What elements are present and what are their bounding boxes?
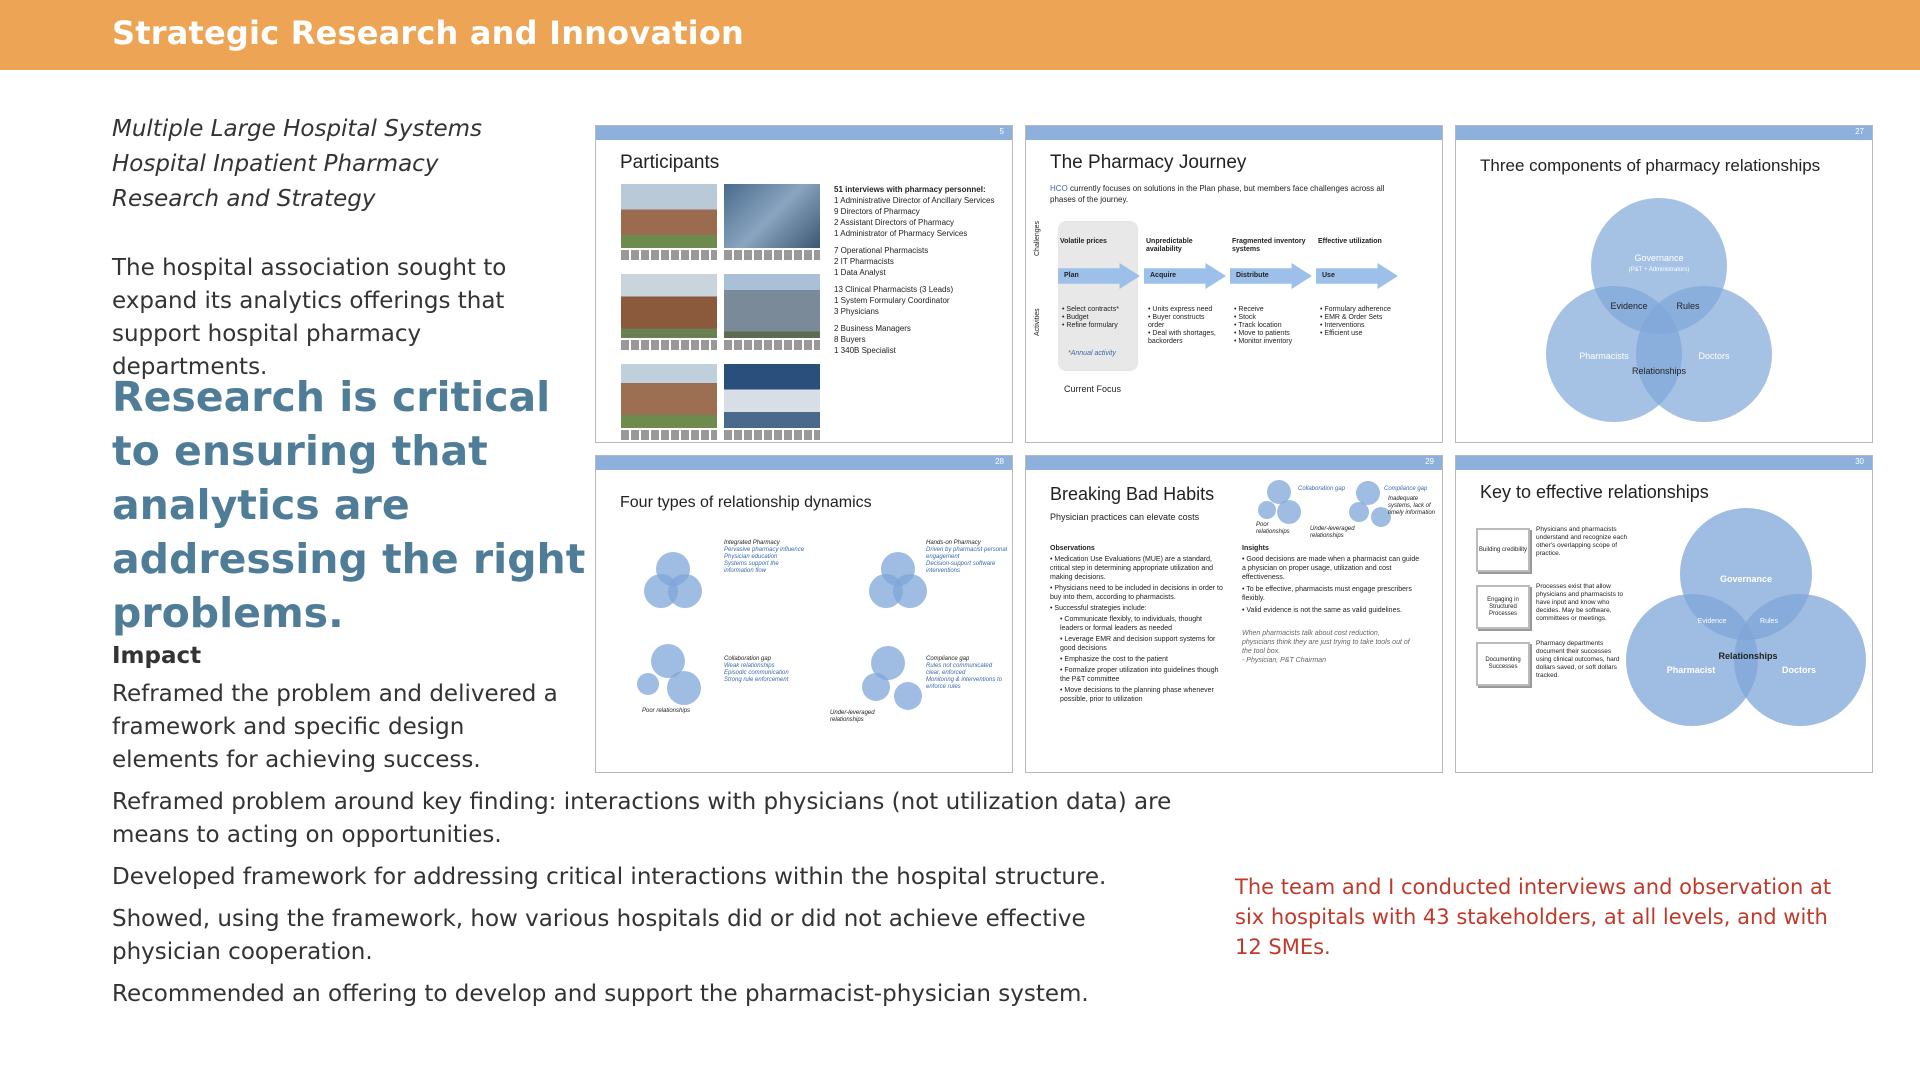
- activity-list: [1148, 306, 1220, 346]
- under-label: Under-leveraged relationships: [1310, 526, 1355, 539]
- insight-item: • Valid evidence is not the same as valid guidelines.: [1242, 607, 1402, 614]
- row-label-challenges: Challenges: [1034, 220, 1041, 256]
- label-rules: Rules: [1760, 618, 1778, 625]
- photo-caption: [724, 250, 820, 260]
- journey-subtitle: [1050, 183, 1410, 205]
- journey-subtitle-text: currently focuses on solutions in the Plan phase, but members face challenges across all phases of the journey.: [1050, 184, 1385, 204]
- gap-circle: [1258, 501, 1276, 519]
- slide-title: Breaking Bad Habits: [1050, 484, 1215, 504]
- slide-title: Key to effective relationships: [1480, 482, 1709, 502]
- relationship-dynamics-diagram: [596, 456, 1012, 772]
- activity-item: • Units express need: [1148, 306, 1213, 313]
- quadrant-note: [926, 656, 1012, 691]
- quadrant-detail: Systems support the information flow: [724, 561, 779, 574]
- activity-item: • Track location: [1234, 322, 1282, 329]
- label-doctors: Doctors: [1781, 665, 1817, 675]
- slide-number: 30: [1855, 457, 1864, 466]
- quadrant-circle: [668, 574, 702, 608]
- label-governance-sub: (P&T + Administrators): [1628, 267, 1690, 273]
- research-callout: The team and I conducted interviews and observation at six hospitals with 43 stakeholders, at all levels, and with 12 SMEs.: [1235, 875, 1832, 959]
- label-pharmacist: Pharmacist: [1666, 665, 1716, 675]
- quadrant-circle: [667, 671, 701, 705]
- annual-note: *Annual activity: [1068, 350, 1116, 357]
- context-line: Multiple Large Hospital Systems: [112, 116, 482, 142]
- quadrant-detail: Pervasive pharmacy influence: [724, 547, 805, 553]
- insights-label: Insights: [1242, 545, 1269, 552]
- quadrant-title: Compliance gap: [926, 656, 970, 662]
- activity-item: • Formulary adherence: [1320, 306, 1391, 313]
- compliance-gap-label: Compliance gap: [1384, 486, 1428, 492]
- hospital-photo-4: [724, 274, 820, 338]
- label-doctors: Doctors: [1698, 351, 1730, 361]
- venn-diagram-three: [1456, 126, 1872, 442]
- hospital-photo-6: [724, 364, 820, 428]
- participants-heading: 51 interviews with pharmacy personnel:: [834, 185, 986, 194]
- collab-gap-label: Collaboration gap: [1298, 486, 1346, 492]
- quadrant-detail: Episodic communication: [724, 670, 789, 676]
- participant-line: 2 IT Pharmacists: [834, 257, 894, 266]
- quadrant-detail: Weak relationships: [724, 663, 775, 669]
- activity-item: • Move to patients: [1234, 330, 1290, 337]
- strategy-item: • Communicate flexibly, to individuals, thought leaders or formal leaders as needed: [1060, 616, 1203, 632]
- observations-column: [1050, 544, 1225, 706]
- strategies-list: [1050, 615, 1225, 704]
- quadrant-title: Collaboration gap: [724, 656, 772, 662]
- physician-quote: [1242, 629, 1412, 665]
- page-title: Strategic Research and Innovation: [112, 14, 745, 52]
- quadrant-side-label: Under-leveraged relationships: [830, 710, 875, 723]
- slide-header-bar: [1026, 126, 1442, 140]
- hospital-photo-1: [621, 184, 717, 248]
- challenge-label: Fragmented inventory systems: [1232, 238, 1306, 253]
- observation-item: • Medication Use Evaluations (MUE) are a standard, critical step in determining appropriate utilization and making decisions.: [1050, 556, 1214, 581]
- activity-item: • Deal with shortages, backorders: [1148, 330, 1216, 345]
- insight-item: • To be effective, pharmacists must engage prescribers flexibly.: [1242, 586, 1412, 602]
- observation-item: • Successful strategies include:: [1050, 605, 1147, 612]
- participant-line: 2 Assistant Directors of Pharmacy: [834, 218, 955, 227]
- slide-pharmacy-journey: [1025, 125, 1443, 443]
- hco-label: HCO: [1050, 184, 1068, 193]
- activity-item: • Interventions: [1320, 322, 1365, 329]
- photo-caption: [621, 250, 717, 260]
- challenge-label: Volatile prices: [1060, 238, 1107, 245]
- photo-caption: [621, 430, 717, 440]
- impact-detail: Recommended an offering to develop and support the pharmacist-physician system.: [112, 981, 1089, 1007]
- label-pharmacists: Pharmacists: [1579, 351, 1629, 361]
- activity-item: • Buyer constructs order: [1148, 314, 1205, 329]
- photo-caption: [724, 430, 820, 440]
- slide-number: 28: [995, 457, 1004, 466]
- quadrant-side-label: Poor relationships: [642, 708, 691, 714]
- slide-number: 29: [1425, 457, 1434, 466]
- headline: Research is critical to ensuring that analytics are addressing the right problems.: [112, 373, 586, 637]
- quote-attribution: - Physician, P&T Chairman: [1242, 657, 1327, 664]
- observation-item: • Physicians need to be included in decisions in order to buy into them, according to pharmacists.: [1050, 585, 1223, 601]
- strategy-item: • Leverage EMR and decision support systems for good decisions: [1060, 636, 1216, 652]
- activity-list: [1234, 306, 1306, 346]
- participant-line: 13 Clinical Pharmacists (3 Leads): [834, 285, 954, 294]
- key-item-box: Engaging in Structured Processes: [1476, 585, 1530, 629]
- quadrant-circle: [893, 574, 927, 608]
- quadrant-note: [724, 656, 810, 684]
- slide-four-types: [595, 455, 1013, 773]
- quadrant-detail: Decision-support software interventions: [926, 561, 996, 574]
- slide-title: Four types of relationship dynamics: [620, 494, 872, 511]
- label-evidence: Evidence: [1697, 618, 1727, 625]
- phase-label: Acquire: [1150, 272, 1177, 279]
- header-bar: [0, 0, 1920, 70]
- participants-lines: [834, 195, 1004, 356]
- slide-key-effective: [1455, 455, 1873, 773]
- impact-label: Impact: [112, 643, 202, 669]
- quadrant-circle: [862, 673, 890, 701]
- photo-caption: [724, 340, 820, 350]
- slide-number: 5: [999, 127, 1004, 136]
- key-item-text: Physicians and pharmacists understand and recognize each other's overlapping scope of practice.: [1536, 526, 1628, 557]
- label-governance: Governance: [1634, 253, 1684, 263]
- gap-circle: [1356, 481, 1380, 505]
- label-evidence: Evidence: [1610, 301, 1648, 311]
- participant-line: 7 Operational Pharmacists: [834, 246, 929, 255]
- strategy-item: • Emphasize the cost to the patient: [1060, 656, 1168, 663]
- hospital-photo-3: [621, 274, 717, 338]
- strategy-item: • Formalize proper utilization into guidelines though the P&T committee: [1060, 667, 1219, 683]
- observations-list: [1050, 555, 1225, 613]
- participants-list: [834, 184, 1004, 356]
- participant-line: 3 Physicians: [834, 307, 879, 316]
- slide-participants: [595, 125, 1013, 443]
- participant-line: 8 Buyers: [834, 335, 866, 344]
- hospital-photo-2: [724, 184, 820, 248]
- quadrant-note: [724, 540, 810, 575]
- gap-circle: [1349, 502, 1369, 522]
- quadrant-detail: Driven by pharmacist personal engagement: [926, 547, 1008, 560]
- participant-line: 1 System Formulary Coordinator: [834, 296, 950, 305]
- challenge-label: Effective utilization: [1318, 238, 1382, 245]
- row-label-activities: Activities: [1034, 308, 1041, 336]
- impact-detail: Developed framework for addressing critical interactions within the hospital structure.: [112, 864, 1107, 890]
- impact-detail: Reframed problem around key finding: interactions with physicians (not utilization data) are means to acting on opportunities.: [112, 789, 1172, 848]
- quote-text: When pharmacists talk about cost reduction, physicians think they are just trying to take tools out of the tool box.: [1242, 630, 1410, 655]
- insights-list: [1242, 555, 1422, 615]
- project-context: [112, 112, 482, 217]
- observations-label: Observations: [1050, 545, 1095, 552]
- impact-summary: Reframed the problem and delivered a framework and specific design elements for achieving success.: [112, 681, 558, 773]
- quadrant-detail: Monitoring & interventions to enforce rules: [926, 677, 1003, 690]
- poor-label: Poor relationships: [1256, 522, 1290, 535]
- participant-line: 1 Administrator of Pharmacy Services: [834, 229, 968, 238]
- venn-diagram-effective: [1456, 456, 1872, 772]
- activity-item: • EMR & Order Sets: [1320, 314, 1383, 321]
- intro-paragraph: The hospital association sought to expand its analytics offerings that support hospital pharmacy departments.: [112, 255, 507, 380]
- phase-label: Distribute: [1236, 272, 1269, 279]
- insight-item: • Good decisions are made when a pharmacist can guide a physician on proper usage, utilization and cost effectiveness.: [1242, 556, 1420, 581]
- hospital-photo-5: [621, 364, 717, 428]
- label-rules: Rules: [1676, 301, 1700, 311]
- key-item-box: Building credibility: [1476, 528, 1530, 572]
- challenge-label: Unpredictable availability: [1146, 238, 1193, 253]
- impact-detail: Showed, using the framework, how various hospitals did or did not achieve effective physician cooperation.: [112, 906, 1086, 965]
- participant-line: 9 Directors of Pharmacy: [834, 207, 920, 216]
- gap-circle: [1277, 500, 1301, 524]
- key-item-text: Pharmacy departments document their successes using clinical outcomes, hard dollars saved, or soft dollars tracked.: [1536, 640, 1620, 679]
- context-line: Research and Strategy: [112, 186, 376, 212]
- phase-label: Plan: [1064, 272, 1079, 279]
- activity-list: [1062, 306, 1134, 330]
- label-governance: Governance: [1719, 574, 1773, 584]
- activity-item: • Refine formulary: [1062, 322, 1118, 329]
- activity-item: • Receive: [1234, 306, 1264, 313]
- slide-title: Participants: [620, 152, 720, 173]
- quadrant-title: Integrated Pharmacy: [724, 540, 780, 546]
- slide-subtitle: Physician practices can elevate costs: [1050, 512, 1200, 522]
- slide-number: 27: [1855, 127, 1864, 136]
- photo-caption: [621, 340, 717, 350]
- label-relationships: Relationships: [1718, 651, 1778, 661]
- strategy-item: • Move decisions to the planning phase whenever possible, prior to utilization: [1060, 687, 1214, 703]
- phase-label: Use: [1322, 272, 1335, 279]
- quadrant-title: Hands-on Pharmacy: [926, 540, 981, 546]
- slide-header-bar: [596, 126, 1012, 140]
- quadrant-note: [926, 540, 1012, 575]
- participant-line: 1 Administrative Director of Ancillary Services: [834, 196, 995, 205]
- activity-item: • Monitor inventory: [1234, 338, 1293, 345]
- quadrant-detail: Physician education: [724, 554, 778, 560]
- quadrant-circle: [637, 673, 659, 695]
- key-item-box: Documenting Successes: [1476, 642, 1530, 686]
- impact-details: [112, 786, 1172, 1020]
- quadrant-circle: [894, 682, 922, 710]
- participant-line: 1 Data Analyst: [834, 268, 886, 277]
- key-item-text: Processes exist that allow physicians and pharmacists to have input and know who decides. May be software, committees or meetings.: [1536, 583, 1624, 622]
- slide-three-components: [1455, 125, 1873, 443]
- label-relationships: Relationships: [1631, 366, 1687, 376]
- inadequate-label: Inadequate systems, lack of timely information: [1388, 496, 1436, 516]
- quadrant-detail: Strong rule enforcement: [724, 677, 789, 683]
- activity-item: • Budget: [1062, 314, 1089, 321]
- activity-list: [1320, 306, 1392, 338]
- quadrant-detail: clear, enforced: [926, 670, 966, 676]
- insights-column: [1242, 544, 1422, 665]
- current-focus-label: Current Focus: [1064, 384, 1122, 394]
- activity-item: • Select contracts*: [1062, 306, 1119, 313]
- activity-item: • Efficient use: [1320, 330, 1363, 337]
- context-line: Hospital Inpatient Pharmacy: [112, 151, 439, 177]
- activity-item: • Stock: [1234, 314, 1256, 321]
- slide-title: The Pharmacy Journey: [1050, 152, 1247, 173]
- slide-title: Three components of pharmacy relationships: [1480, 156, 1821, 175]
- slide-breaking-bad-habits: [1025, 455, 1443, 773]
- participant-line: 2 Business Managers: [834, 324, 911, 333]
- quadrant-detail: Rules not communicated: [926, 663, 993, 669]
- participant-line: 1 340B Specialist: [834, 346, 896, 355]
